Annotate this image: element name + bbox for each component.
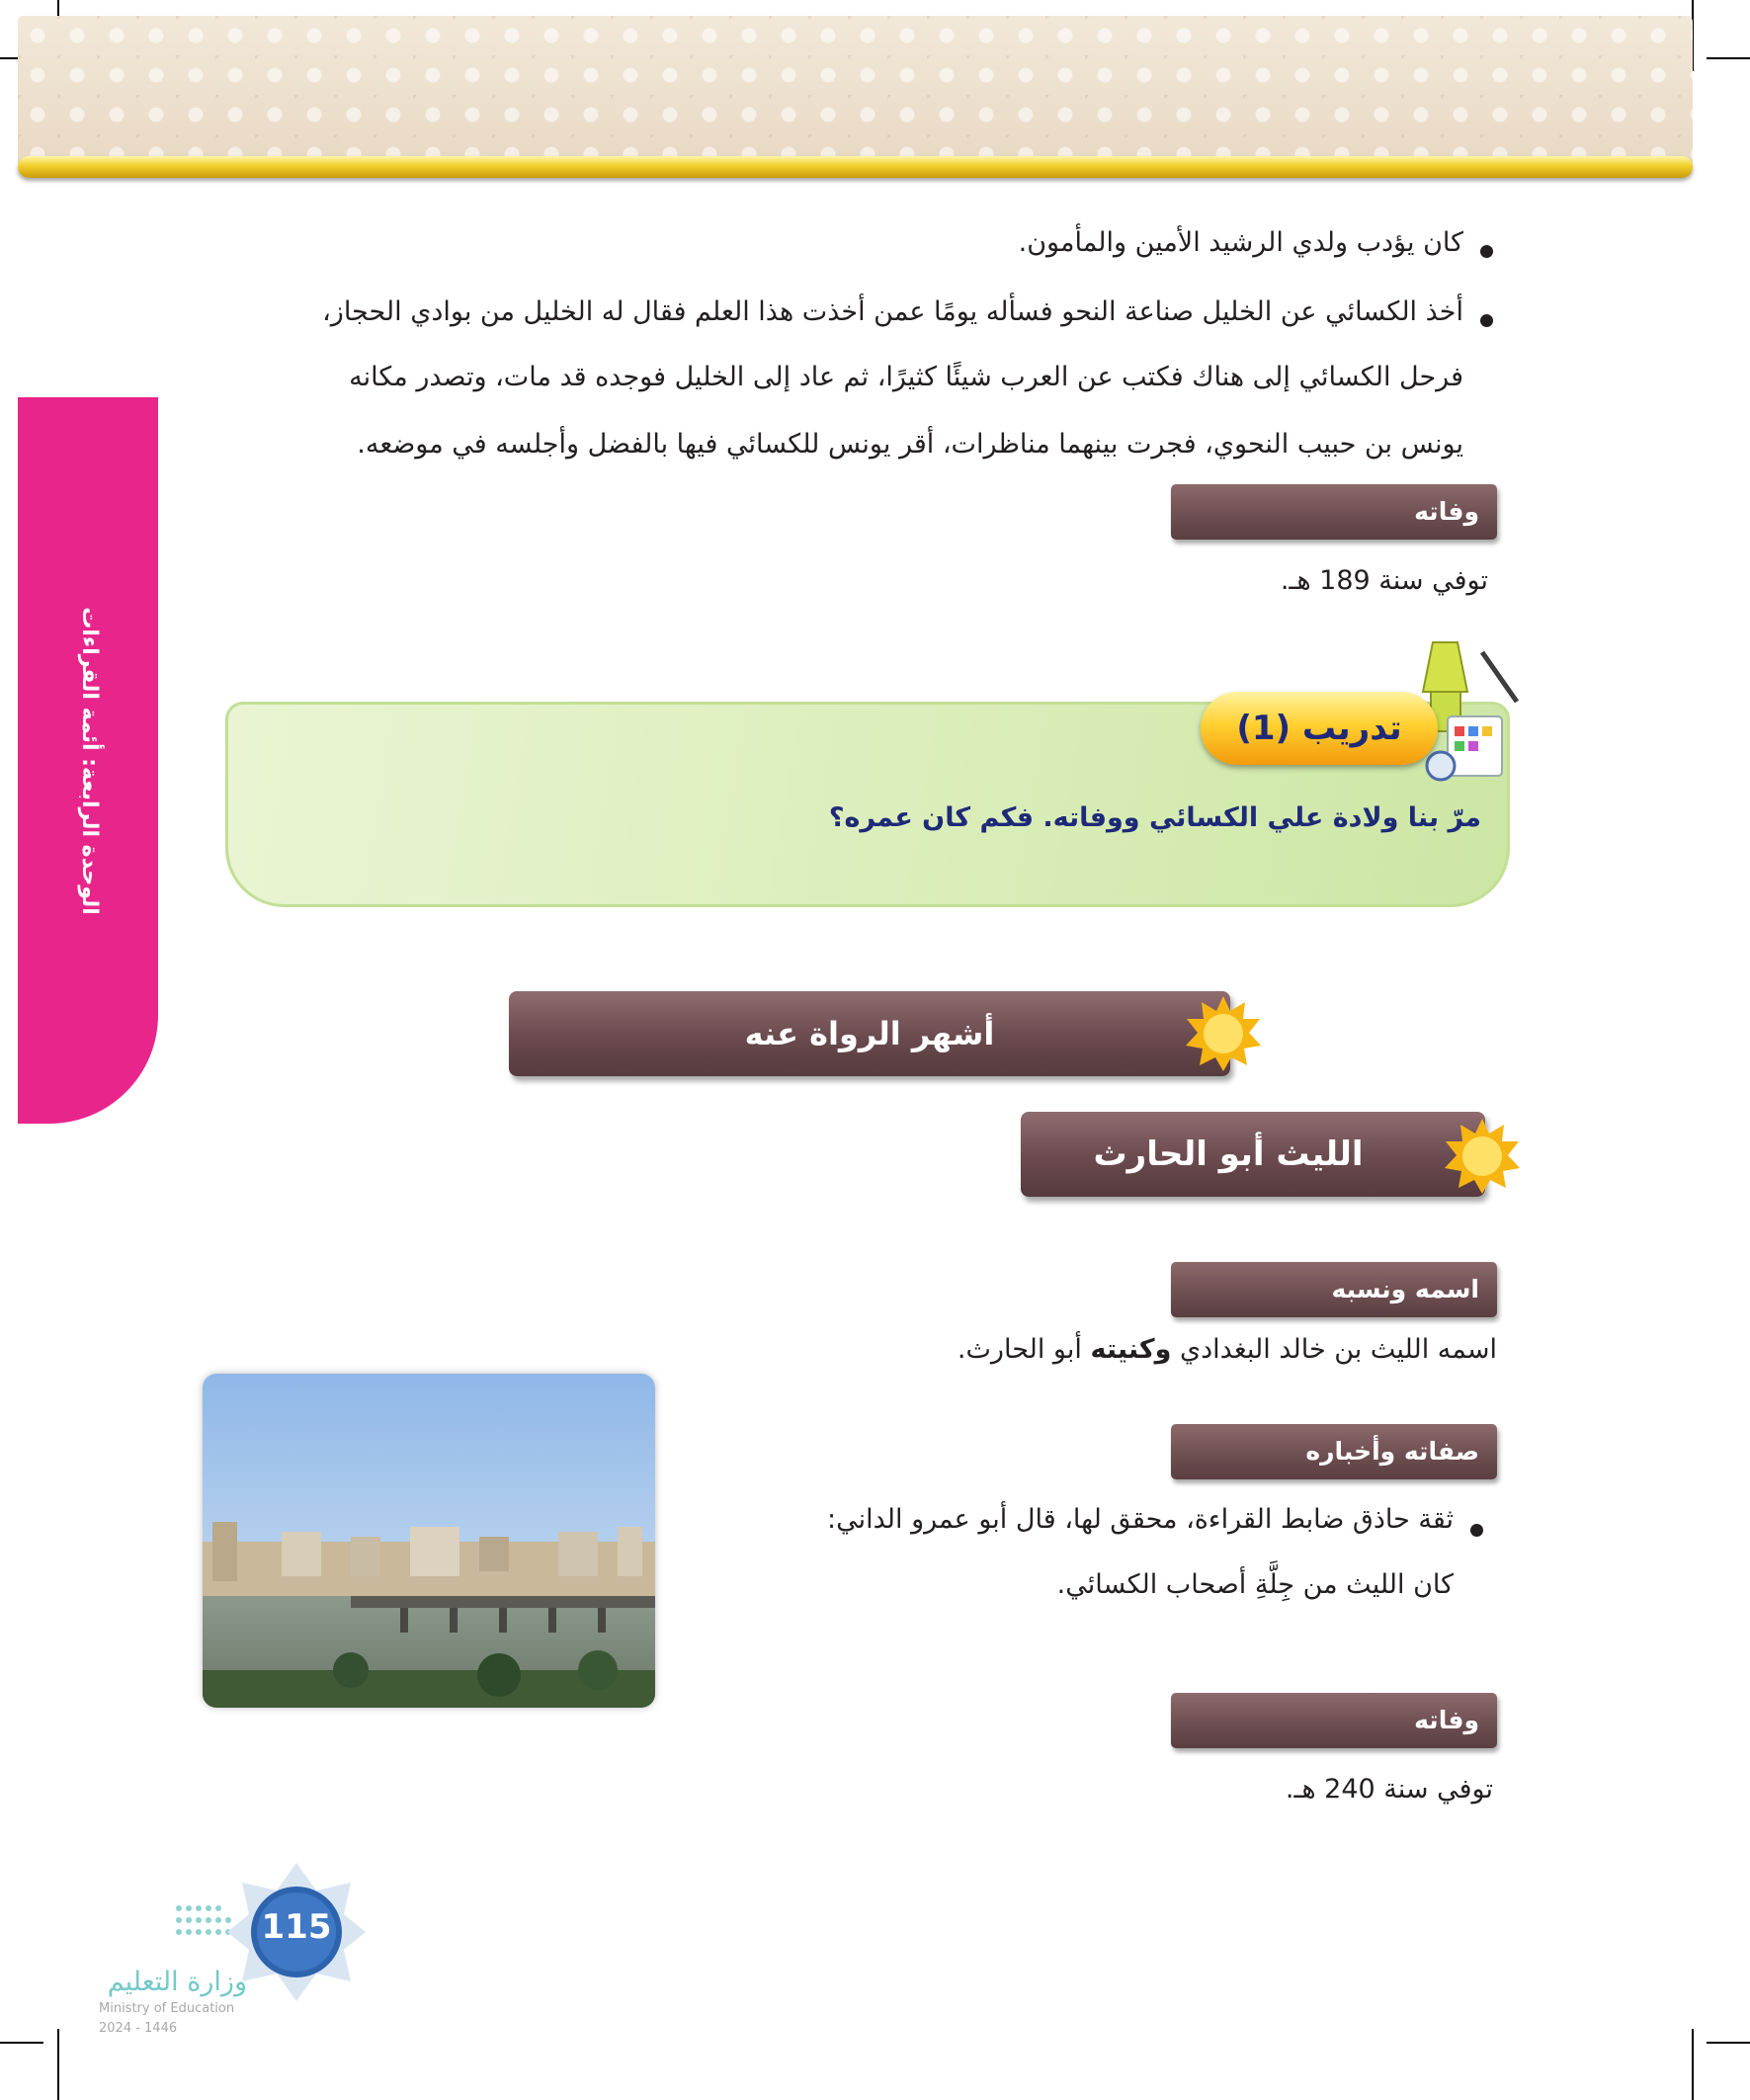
traits-line-1: ثقة حاذق ضابط القراءة، محقق لها، قال أبو عمرو الداني: — [827, 1504, 1454, 1535]
name-lineage-text-bold: وكنيته — [1090, 1334, 1172, 1365]
exercise-question: مرّ بنا ولادة علي الكسائي ووفاته. فكم كان عمره؟ — [828, 802, 1481, 833]
intro-bullet-2-line-1: أخذ الكسائي عن الخليل صناعة النحو فسأله يومًا عمن أخذت هذا العلم فقال له الخليل من بوادي الحجاز، — [322, 296, 1463, 327]
bullet-dot — [1480, 314, 1493, 327]
city-river-bridge-photo — [203, 1374, 655, 1708]
intro-bullet-1-line-1: كان يؤدب ولدي الرشيد الأمين والمأمون. — [1018, 227, 1463, 258]
header-banner — [18, 16, 1693, 164]
death-heading: وفاته — [1171, 484, 1497, 540]
crop-mark — [1707, 2042, 1750, 2044]
death-text: توفي سنة 189 هـ. — [1280, 565, 1488, 596]
narrator-death-heading: وفاته — [1171, 1693, 1497, 1748]
ministry-year: 2024 - 1446 — [99, 2021, 178, 2036]
traits-line-2: كان الليث من جِلَّةِ أصحاب الكسائي. — [1056, 1569, 1454, 1600]
crop-mark — [1707, 57, 1750, 59]
sun-icon — [1443, 1117, 1522, 1196]
crop-mark — [57, 2029, 59, 2100]
ministry-name-arabic: وزارة التعليم — [107, 1967, 247, 1997]
exercise-badge: تدريب (1) — [1201, 692, 1438, 765]
ministry-name-english: Ministry of Education — [99, 2001, 235, 2016]
crop-mark — [1692, 2029, 1694, 2100]
header-gold-bar — [18, 156, 1693, 178]
page-number: 115 — [261, 1907, 332, 1947]
narrator-death-text: توفي سنة 240 هـ. — [1285, 1774, 1493, 1805]
unit-side-tab-label: الوحدة الرابعة: أئمة القراءات — [77, 607, 102, 915]
crop-mark — [0, 2042, 43, 2044]
narrator-name-title: الليث أبو الحارث — [1021, 1112, 1485, 1197]
bullet-dot — [1470, 1524, 1483, 1537]
name-lineage-text-end: أبو الحارث. — [957, 1334, 1091, 1365]
sun-icon — [1184, 994, 1263, 1073]
bullet-dot — [1480, 245, 1493, 258]
traits-heading: صفاته وأخباره — [1171, 1424, 1497, 1479]
name-lineage-text — [958, 1334, 1497, 1365]
intro-bullet-2-line-3: يونس بن حبيب النحوي، فجرت بينهما مناظرات، أقر يونس للكسائي فيها بالفضل وأجلسه في موضعه. — [357, 429, 1463, 460]
narrators-section-title: أشهر الرواة عنه — [509, 991, 1230, 1076]
intro-bullet-2-line-2: فرحل الكسائي إلى هناك فكتب عن العرب شيئًا كثيرًا، ثم عاد إلى الخليل فوجده قد مات، وتصدر مكانه — [349, 362, 1463, 392]
name-lineage-heading: اسمه ونسبه — [1171, 1262, 1497, 1317]
name-lineage-text-start: اسمه الليث بن خالد البغدادي — [1171, 1334, 1497, 1365]
